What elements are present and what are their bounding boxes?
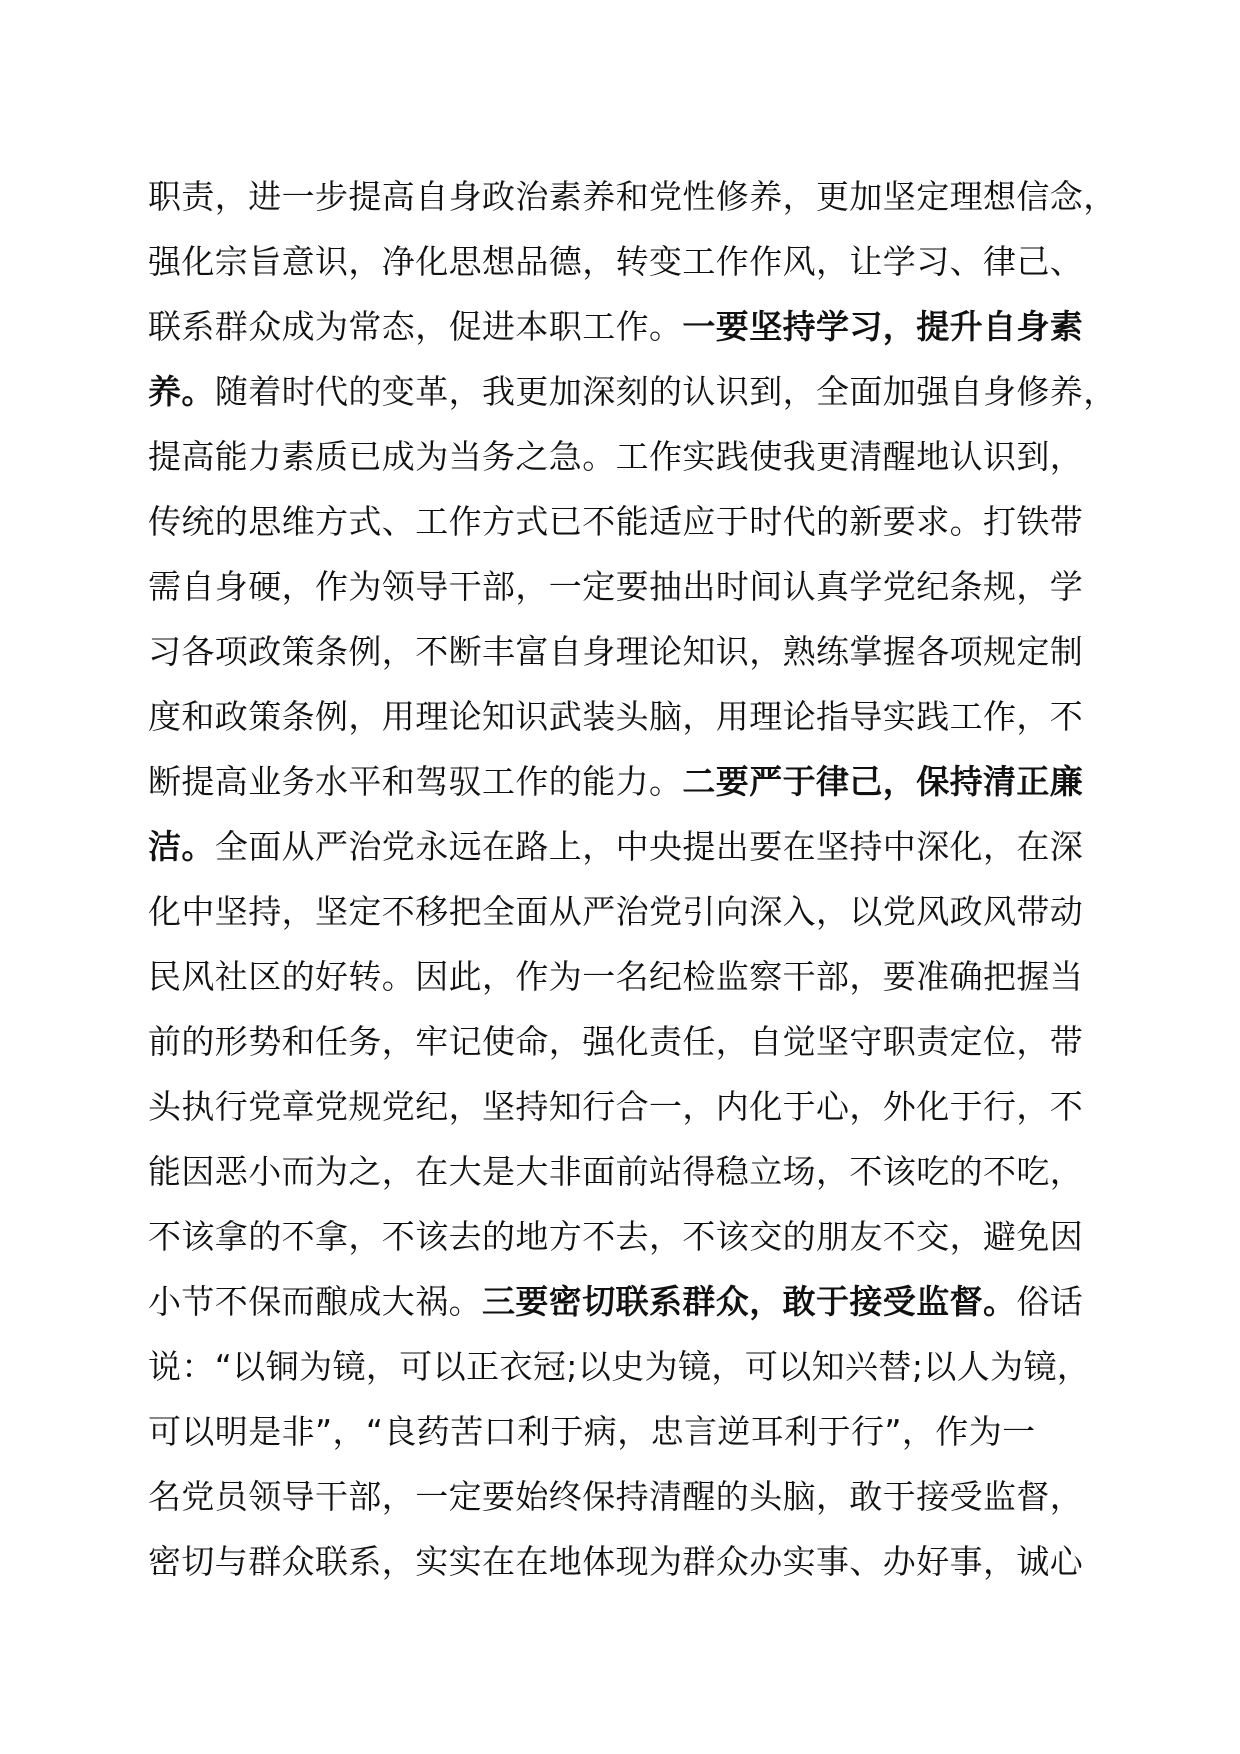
text-line	[148, 1139, 1128, 1204]
body-text	[148, 164, 1128, 1594]
text-line	[148, 1074, 1128, 1139]
text-segment: 习各项政策条例，不断丰富自身理论知识，熟练掌握各项规定制	[148, 632, 1084, 671]
text-segment: 不该拿的不拿，不该去的地方不去，不该交的朋友不交，避免因	[148, 1217, 1084, 1256]
text-segment: 小节不保而酿成大祸。	[148, 1282, 482, 1321]
text-line	[148, 619, 1128, 684]
text-line	[148, 749, 1128, 814]
text-segment: 全面从严治党永远在路上，中央提出要在坚持中深化，在深	[214, 827, 1084, 866]
text-line	[148, 1529, 1128, 1594]
text-line	[148, 1399, 1128, 1464]
text-segment: 提高能力素质已成为当务之急。工作实践使我更清醒地认识到，	[148, 437, 1084, 476]
text-segment: 说：“以铜为镜，可以正衣冠;以史为镜，可以知兴替;以人为镜，	[148, 1347, 1091, 1386]
text-segment: 需自身硬，作为领导干部，一定要抽出时间认真学党纪条规，学	[148, 567, 1084, 606]
text-line	[148, 554, 1128, 619]
text-line	[148, 489, 1128, 554]
bold-heading-segment: 养。	[148, 372, 215, 411]
text-segment: 职责，进一步提高自身政治素养和党性修养，更加坚定理想信念，	[148, 177, 1117, 216]
text-segment: 联系群众成为常态，促进本职工作。	[148, 307, 683, 346]
text-segment: 前的形势和任务，牢记使命，强化责任，自觉坚守职责定位，带	[148, 1022, 1084, 1061]
text-segment: 随着时代的变革，我更加深刻的认识到，全面加强自身修养，	[214, 372, 1117, 411]
text-segment: 俗话	[1016, 1282, 1084, 1321]
text-segment: 度和政策条例，用理论知识武装头脑，用理论指导实践工作，不	[148, 697, 1084, 736]
text-segment: 化中坚持，坚定不移把全面从严治党引向深入，以党风政风带动	[148, 892, 1084, 931]
text-line	[148, 1269, 1128, 1334]
text-segment: 密切与群众联系，实实在在地体现为群众办实事、办好事，诚心	[148, 1542, 1084, 1581]
text-line	[148, 1334, 1128, 1399]
bold-heading-segment: 三要密切联系群众，敢于接受监督。	[482, 1282, 1017, 1321]
text-line	[148, 359, 1128, 424]
text-line	[148, 684, 1128, 749]
text-line	[148, 229, 1128, 294]
text-line	[148, 294, 1128, 359]
text-segment: 可以明是非”，“良药苦口利于病，忠言逆耳利于行”，作为一	[148, 1412, 1036, 1451]
bold-heading-segment: 二要严于律己，保持清正廉	[682, 762, 1084, 801]
text-line	[148, 1009, 1128, 1074]
text-line	[148, 1464, 1128, 1529]
text-line	[148, 424, 1128, 489]
text-segment: 头执行党章党规党纪，坚持知行合一，内化于心，外化于行，不	[148, 1087, 1084, 1126]
text-segment: 民风社区的好转。因此，作为一名纪检监察干部，要准确把握当	[148, 957, 1084, 996]
text-line	[148, 164, 1128, 229]
text-segment: 能因恶小而为之，在大是大非面前站得稳立场，不该吃的不吃，	[148, 1152, 1084, 1191]
bold-heading-segment: 洁。	[148, 827, 215, 866]
text-segment: 名党员领导干部，一定要始终保持清醒的头脑，敢于接受监督，	[148, 1477, 1084, 1516]
bold-heading-segment: 一要坚持学习，提升自身素	[682, 307, 1084, 346]
text-line	[148, 879, 1128, 944]
text-line	[148, 1204, 1128, 1269]
text-line	[148, 814, 1128, 879]
text-line	[148, 944, 1128, 1009]
text-segment: 强化宗旨意识，净化思想品德，转变工作作风，让学习、律己、	[148, 242, 1084, 281]
text-segment: 断提高业务水平和驾驭工作的能力。	[148, 762, 683, 801]
text-segment: 传统的思维方式、工作方式已不能适应于时代的新要求。打铁带	[148, 502, 1084, 541]
